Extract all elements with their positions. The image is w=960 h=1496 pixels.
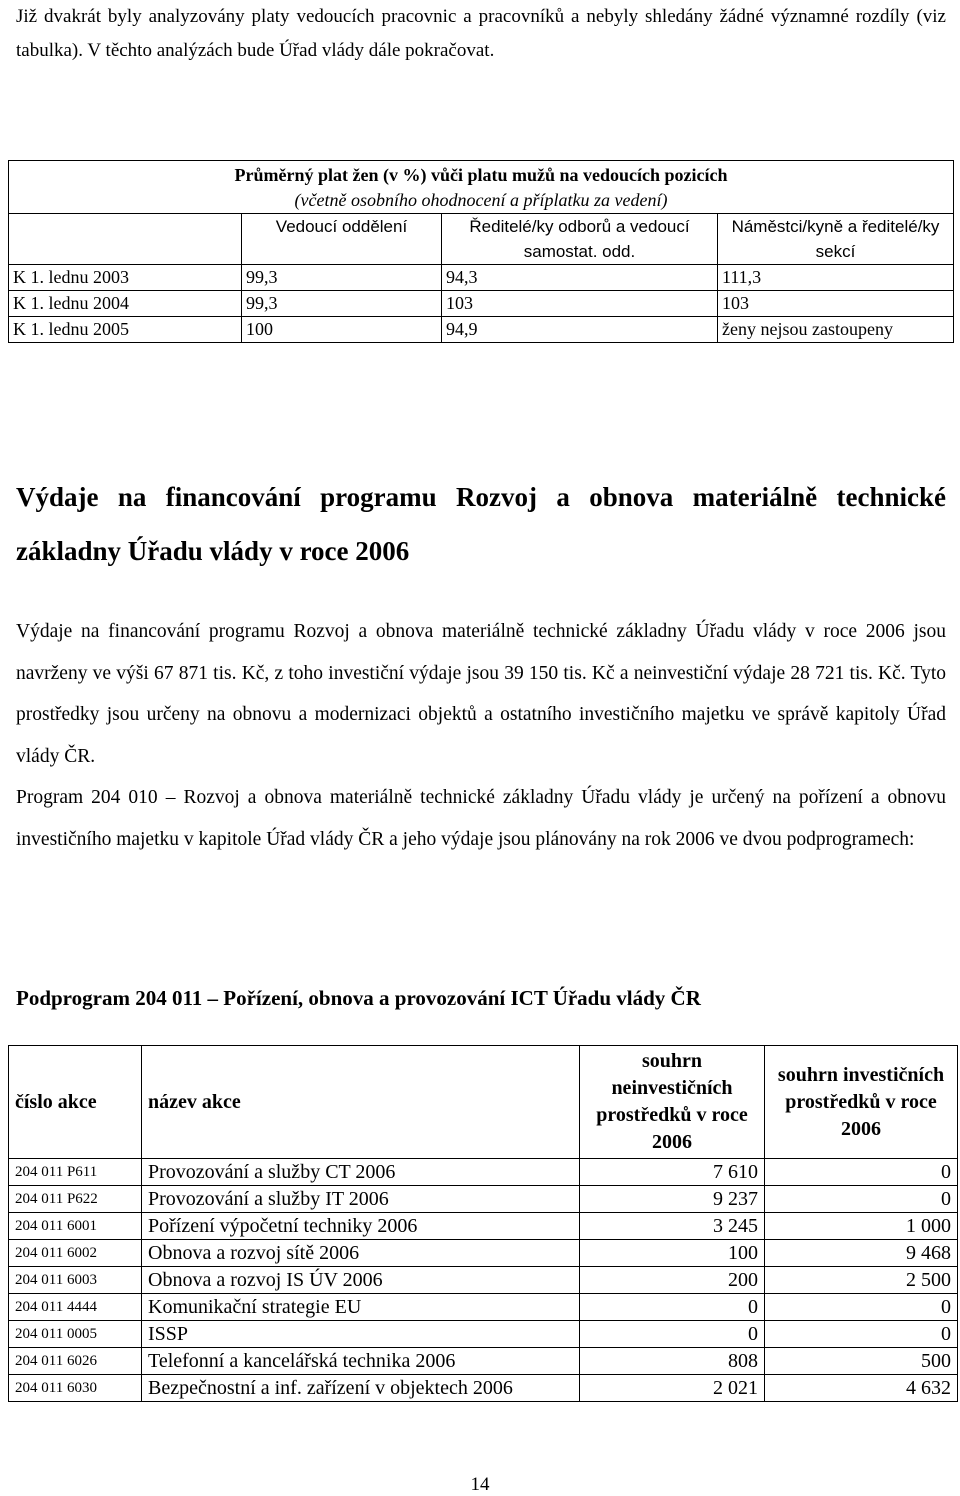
- action-noninvest: 7 610: [580, 1159, 765, 1186]
- action-noninvest: 0: [580, 1294, 765, 1321]
- salary-row-date: K 1. lednu 2003: [9, 265, 242, 291]
- actions-table: [8, 1045, 958, 1402]
- intro-paragraph: Již dvakrát byly analyzovány platy vedoucích pracovnic a pracovníků a nebyly shledány žádné významné rozdíly (viz tabulka). V těchto analýzách bude Úřad vlády dále pokračovat.: [16, 6, 946, 61]
- salary-row-value: 94,3: [442, 265, 718, 291]
- action-name: Telefonní a kancelářská technika 2006: [142, 1348, 580, 1375]
- salary-row-date: K 1. lednu 2005: [9, 317, 242, 343]
- salary-col-header: Ředitelé/ky odborů a vedoucí samostat. odd.: [442, 214, 718, 265]
- salary-row: [9, 291, 954, 317]
- salary-row: [9, 265, 954, 291]
- table-row: [9, 1348, 958, 1375]
- col-header-noninvest: souhrn neinvestičních prostředků v roce 2006: [580, 1046, 765, 1159]
- section-paragraph: Výdaje na financování programu Rozvoj a obnova materiálně technické základny Úřadu vlády v roce 2006 jsou navrženy ve výši 67 871 tis. Kč, z toho investiční výdaje jsou 39 150 tis. Kč a neinvestiční výdaje 28 721 tis. Kč. Tyto prostředky jsou určeny na obnovu a modernizaci objektů a ostatního investičního majetku ve správě kapitoly Úřad vlády ČR.: [16, 621, 946, 767]
- action-invest: 500: [765, 1348, 958, 1375]
- table-row: [9, 1159, 958, 1186]
- salary-col-header: Náměstci/kyně a ředitelé/ky sekcí: [718, 214, 954, 265]
- action-code: 204 011 0005: [9, 1321, 142, 1348]
- action-code: 204 011 6001: [9, 1213, 142, 1240]
- table-row: [9, 1267, 958, 1294]
- action-noninvest: 808: [580, 1348, 765, 1375]
- action-code: 204 011 6030: [9, 1375, 142, 1402]
- col-header-invest: souhrn investičních prostředků v roce 2006: [765, 1046, 958, 1159]
- salary-col-header: Vedoucí oddělení: [242, 214, 442, 265]
- salary-row: [9, 317, 954, 343]
- action-name: Obnova a rozvoj IS ÚV 2006: [142, 1267, 580, 1294]
- salary-row-date: K 1. lednu 2004: [9, 291, 242, 317]
- salary-row-value: 103: [718, 291, 954, 317]
- action-invest: 0: [765, 1321, 958, 1348]
- action-noninvest: 9 237: [580, 1186, 765, 1213]
- table-row: [9, 1375, 958, 1402]
- section-paragraph: Program 204 010 – Rozvoj a obnova materiálně technické základny Úřadu vlády je určený na pořízení a obnovu investičního majetku v kapitole Úřad vlády ČR a jeho výdaje jsou plánovány na rok 2006 ve dvou podprogramech:: [16, 787, 946, 850]
- salary-table-title: Průměrný plat žen (v %) vůči platu mužů na vedoucích pozicích: [9, 161, 954, 189]
- salary-table-subtitle: (včetně osobního ohodnocení a příplatku za vedení): [9, 188, 954, 214]
- table-row: [9, 1294, 958, 1321]
- salary-row-value: 111,3: [718, 265, 954, 291]
- action-code: 204 011 P611: [9, 1159, 142, 1186]
- action-code: 204 011 P622: [9, 1186, 142, 1213]
- table-row: [9, 1321, 958, 1348]
- action-name: ISSP: [142, 1321, 580, 1348]
- salary-comparison-table: [8, 160, 954, 343]
- action-name: Komunikační strategie EU: [142, 1294, 580, 1321]
- subprogram-heading: Podprogram 204 011 – Pořízení, obnova a provozování ICT Úřadu vlády ČR: [16, 986, 701, 1010]
- salary-row-value: ženy nejsou zastoupeny: [718, 317, 954, 343]
- action-name: Provozování a služby CT 2006: [142, 1159, 580, 1186]
- salary-row-value: 99,3: [242, 265, 442, 291]
- action-code: 204 011 4444: [9, 1294, 142, 1321]
- col-header-code: číslo akce: [9, 1046, 142, 1159]
- action-name: Pořízení výpočetní techniky 2006: [142, 1213, 580, 1240]
- action-name: Obnova a rozvoj sítě 2006: [142, 1240, 580, 1267]
- action-noninvest: 100: [580, 1240, 765, 1267]
- salary-row-value: 103: [442, 291, 718, 317]
- section-body: [16, 611, 946, 860]
- action-invest: 0: [765, 1294, 958, 1321]
- action-noninvest: 3 245: [580, 1213, 765, 1240]
- action-code: 204 011 6026: [9, 1348, 142, 1375]
- action-invest: 9 468: [765, 1240, 958, 1267]
- table-row: [9, 1240, 958, 1267]
- table-row: [9, 1186, 958, 1213]
- action-invest: 0: [765, 1159, 958, 1186]
- action-code: 204 011 6002: [9, 1240, 142, 1267]
- table-row: [9, 1213, 958, 1240]
- action-code: 204 011 6003: [9, 1267, 142, 1294]
- action-invest: 2 500: [765, 1267, 958, 1294]
- action-noninvest: 2 021: [580, 1375, 765, 1402]
- salary-row-value: 99,3: [242, 291, 442, 317]
- section-heading: Výdaje na financování programu Rozvoj a obnova materiálně technické základny Úřadu vlády v roce 2006: [16, 482, 946, 566]
- action-invest: 0: [765, 1186, 958, 1213]
- action-name: Provozování a služby IT 2006: [142, 1186, 580, 1213]
- action-invest: 4 632: [765, 1375, 958, 1402]
- page-number: 14: [470, 1474, 490, 1495]
- salary-row-value: 94,9: [442, 317, 718, 343]
- action-noninvest: 200: [580, 1267, 765, 1294]
- action-noninvest: 0: [580, 1321, 765, 1348]
- salary-table-corner: [9, 214, 242, 265]
- col-header-name: název akce: [142, 1046, 580, 1159]
- salary-row-value: 100: [242, 317, 442, 343]
- action-invest: 1 000: [765, 1213, 958, 1240]
- action-name: Bezpečnostní a inf. zařízení v objektech 2006: [142, 1375, 580, 1402]
